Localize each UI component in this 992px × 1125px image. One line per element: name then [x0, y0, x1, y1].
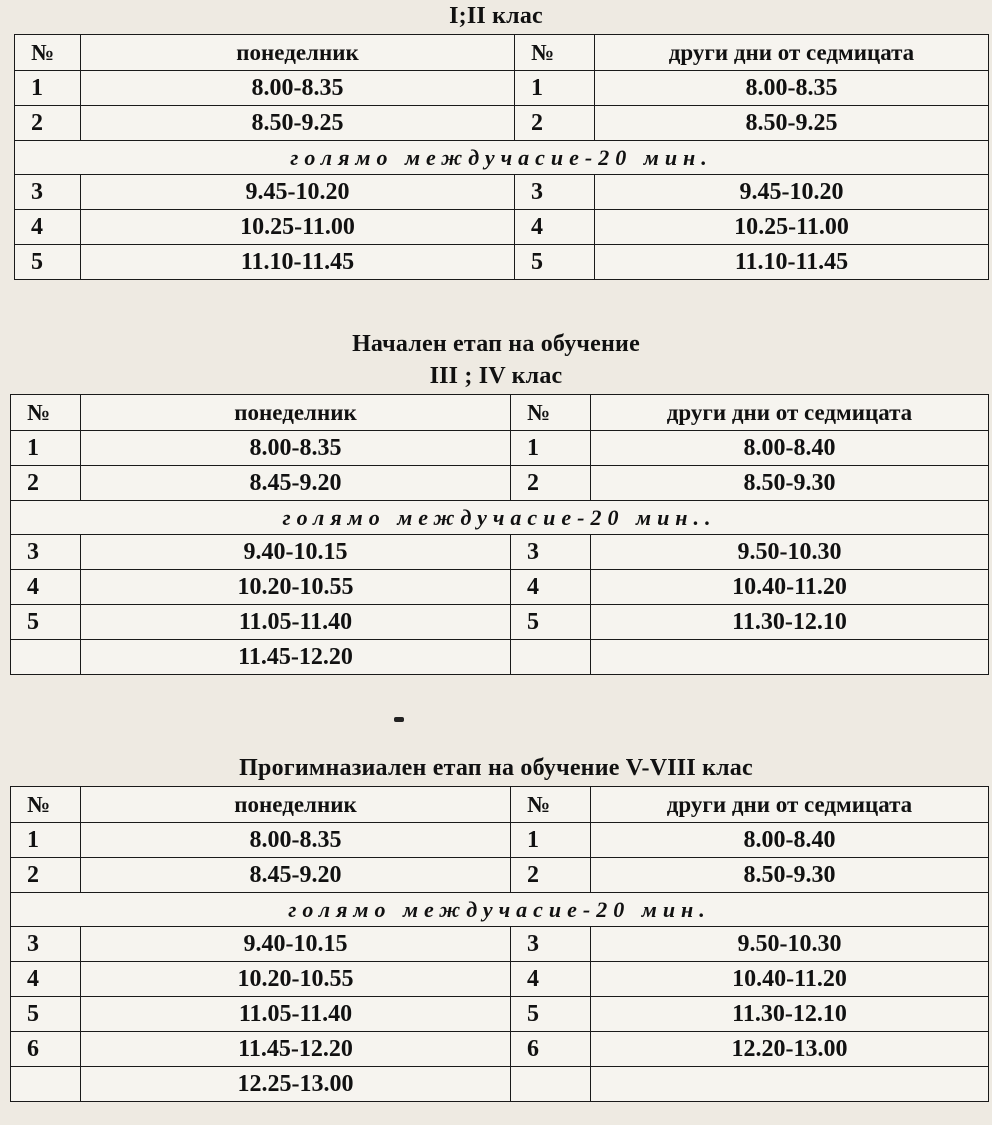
other-time	[591, 1067, 989, 1102]
lesson-number: 1	[11, 823, 81, 858]
other-time: 10.40-11.20	[591, 570, 989, 605]
lesson-number: 5	[11, 997, 81, 1032]
table-row	[15, 245, 989, 280]
lesson-number-2: 5	[511, 997, 591, 1032]
lesson-number-2: 5	[515, 245, 595, 280]
lesson-number: 4	[15, 210, 81, 245]
break-row	[15, 141, 989, 175]
table-row	[11, 1032, 989, 1067]
lesson-number-2: 1	[511, 823, 591, 858]
monday-time: 9.40-10.15	[81, 927, 511, 962]
header-no-2: №	[515, 35, 595, 71]
monday-time: 10.20-10.55	[81, 570, 511, 605]
table-header-row	[11, 787, 989, 823]
table-row	[15, 71, 989, 106]
lesson-number	[11, 1067, 81, 1102]
other-time: 8.00-8.40	[591, 823, 989, 858]
monday-time: 11.10-11.45	[81, 245, 515, 280]
lesson-number	[11, 640, 81, 675]
table-row	[15, 210, 989, 245]
table-row	[11, 431, 989, 466]
lesson-number-2: 6	[511, 1032, 591, 1067]
header-no-2: №	[511, 787, 591, 823]
table-row	[11, 823, 989, 858]
lesson-number-2: 2	[511, 858, 591, 893]
table-row	[11, 1067, 989, 1102]
other-time: 9.50-10.30	[591, 927, 989, 962]
other-time: 9.50-10.30	[591, 535, 989, 570]
section-2-title: Начален етап на обучение	[352, 331, 640, 357]
monday-time: 9.45-10.20	[81, 175, 515, 210]
lesson-number-2	[511, 640, 591, 675]
header-no: №	[11, 787, 81, 823]
break-row	[11, 501, 989, 535]
table-row	[11, 640, 989, 675]
lesson-number-2	[511, 1067, 591, 1102]
lesson-number-2: 4	[515, 210, 595, 245]
section-2-subtitle: III ; IV клас	[429, 363, 563, 389]
monday-time: 8.50-9.25	[81, 106, 515, 141]
lesson-number-2: 2	[515, 106, 595, 141]
lesson-number-2: 5	[511, 605, 591, 640]
header-other-days: други дни от седмицата	[591, 787, 989, 823]
big-break-label: голямо междучасие-20 мин.	[11, 893, 989, 927]
section-1-table	[14, 34, 989, 280]
other-time: 8.00-8.35	[595, 71, 989, 106]
table-row	[11, 570, 989, 605]
monday-time: 8.45-9.20	[81, 466, 511, 501]
ink-dot	[394, 717, 404, 722]
monday-time: 9.40-10.15	[81, 535, 511, 570]
header-monday: понеделник	[81, 35, 515, 71]
table-row	[11, 997, 989, 1032]
lesson-number: 3	[11, 535, 81, 570]
lesson-number: 5	[11, 605, 81, 640]
lesson-number-2: 3	[515, 175, 595, 210]
lesson-number: 4	[11, 570, 81, 605]
other-time	[591, 640, 989, 675]
header-no: №	[11, 395, 81, 431]
lesson-number: 2	[11, 858, 81, 893]
table-row	[11, 962, 989, 997]
lesson-number: 2	[15, 106, 81, 141]
section-3-table	[10, 786, 989, 1102]
monday-time: 11.05-11.40	[81, 997, 511, 1032]
table-row	[11, 927, 989, 962]
lesson-number: 4	[11, 962, 81, 997]
table-row	[15, 175, 989, 210]
other-time: 9.45-10.20	[595, 175, 989, 210]
table-row	[11, 858, 989, 893]
monday-time: 12.25-13.00	[81, 1067, 511, 1102]
lesson-number: 3	[11, 927, 81, 962]
lesson-number-2: 1	[515, 71, 595, 106]
section-1-title: I;II клас	[449, 3, 543, 29]
table-row	[15, 106, 989, 141]
lesson-number: 3	[15, 175, 81, 210]
monday-time: 8.45-9.20	[81, 858, 511, 893]
section-3-title: Прогимназиален етап на обучение V-VIII клас	[239, 755, 753, 781]
lesson-number-2: 3	[511, 535, 591, 570]
other-time: 8.50-9.25	[595, 106, 989, 141]
big-break-label: голямо междучасие-20 мин.	[15, 141, 989, 175]
header-monday: понеделник	[81, 787, 511, 823]
table-row	[11, 605, 989, 640]
header-other-days: други дни от седмицата	[595, 35, 989, 71]
table-header-row	[11, 395, 989, 431]
other-time: 10.40-11.20	[591, 962, 989, 997]
other-time: 8.50-9.30	[591, 858, 989, 893]
other-time: 12.20-13.00	[591, 1032, 989, 1067]
other-time: 8.50-9.30	[591, 466, 989, 501]
lesson-number: 5	[15, 245, 81, 280]
lesson-number-2: 1	[511, 431, 591, 466]
other-time: 8.00-8.40	[591, 431, 989, 466]
monday-time: 10.25-11.00	[81, 210, 515, 245]
header-monday: понеделник	[81, 395, 511, 431]
section-2-table	[10, 394, 989, 675]
lesson-number: 1	[11, 431, 81, 466]
header-other-days: други дни от седмицата	[591, 395, 989, 431]
other-time: 11.30-12.10	[591, 605, 989, 640]
lesson-number: 1	[15, 71, 81, 106]
other-time: 10.25-11.00	[595, 210, 989, 245]
other-time: 11.10-11.45	[595, 245, 989, 280]
monday-time: 10.20-10.55	[81, 962, 511, 997]
header-no-2: №	[511, 395, 591, 431]
monday-time: 8.00-8.35	[81, 71, 515, 106]
monday-time: 8.00-8.35	[81, 823, 511, 858]
table-row	[11, 535, 989, 570]
big-break-label: голямо междучасие-20 мин..	[11, 501, 989, 535]
lesson-number-2: 4	[511, 962, 591, 997]
monday-time: 11.45-12.20	[81, 1032, 511, 1067]
other-time: 11.30-12.10	[591, 997, 989, 1032]
table-row	[11, 466, 989, 501]
monday-time: 11.45-12.20	[81, 640, 511, 675]
monday-time: 8.00-8.35	[81, 431, 511, 466]
table-header-row	[15, 35, 989, 71]
lesson-number-2: 3	[511, 927, 591, 962]
lesson-number: 6	[11, 1032, 81, 1067]
break-row	[11, 893, 989, 927]
lesson-number-2: 4	[511, 570, 591, 605]
lesson-number-2: 2	[511, 466, 591, 501]
lesson-number: 2	[11, 466, 81, 501]
monday-time: 11.05-11.40	[81, 605, 511, 640]
header-no: №	[15, 35, 81, 71]
